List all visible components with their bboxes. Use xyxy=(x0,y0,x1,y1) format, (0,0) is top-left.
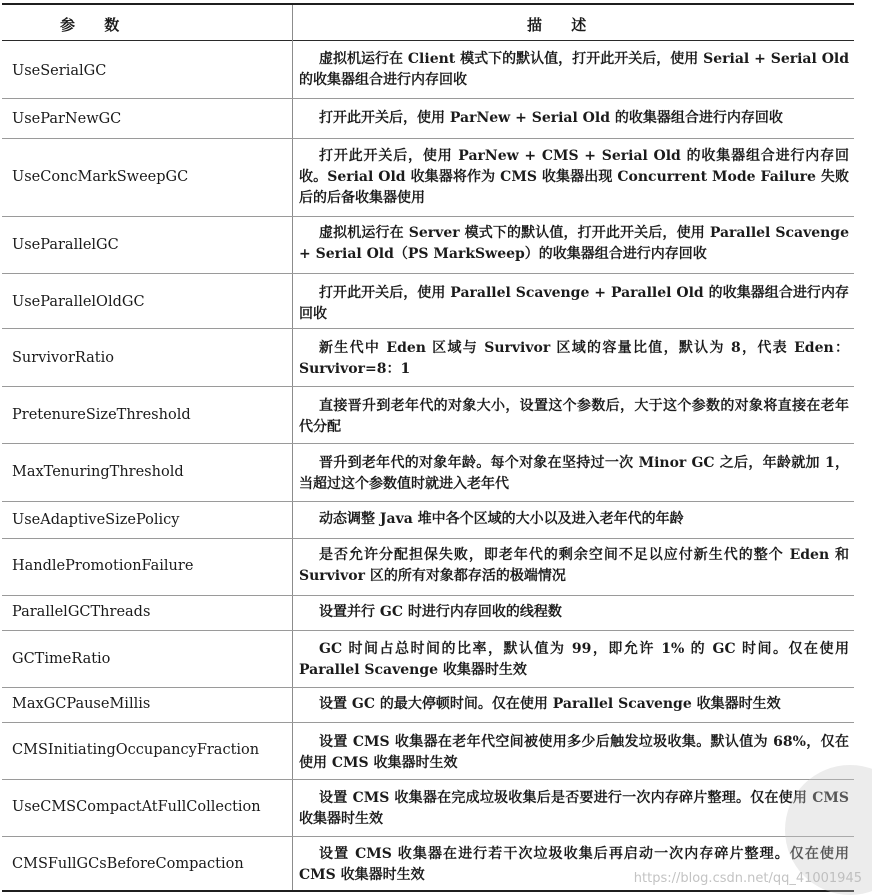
param-description: 设置 GC 的最大停顿时间。仅在使用 Parallel Scavenge 收集器时生效 xyxy=(319,696,781,712)
table-row xyxy=(2,444,854,502)
table-row xyxy=(2,596,854,631)
param-description: 动态调整 Java 堆中各个区域的大小以及进入老年代的年龄 xyxy=(319,511,684,527)
table-row xyxy=(2,329,854,387)
param-description: 打开此开关后，使用 Parallel Scavenge + Parallel Old 的收集器组合进行内存回收 xyxy=(299,285,849,322)
param-name: UseParallelOldGC xyxy=(12,294,145,310)
param-name: UseConcMarkSweepGC xyxy=(12,169,189,185)
param-description: 设置 CMS 收集器在进行若干次垃圾收集后再启动一次内存碎片整理。仅在使用 CMS 收集器时生效 xyxy=(299,846,849,883)
param-name: GCTimeRatio xyxy=(12,651,111,667)
param-description: 是否允许分配担保失败，即老年代的剩余空间不足以应付新生代的整个 Eden 和 Survivor 区的所有对象都存活的极端情况 xyxy=(299,547,849,584)
table-row xyxy=(2,387,854,444)
table-row xyxy=(2,139,854,217)
param-description: 打开此开关后，使用 ParNew + Serial Old 的收集器组合进行内存回收 xyxy=(319,110,783,126)
param-description: 虚拟机运行在 Server 模式下的默认值，打开此开关后，使用 Parallel Scavenge + Serial Old（PS MarkSweep）的收集器组合进行内存回收 xyxy=(299,225,849,262)
param-name: UseAdaptiveSizePolicy xyxy=(12,512,180,528)
param-description: 直接晋升到老年代的对象大小，设置这个参数后，大于这个参数的对象将直接在老年代分配 xyxy=(299,398,849,435)
table-row xyxy=(2,539,854,596)
param-name: CMSInitiatingOccupancyFraction xyxy=(12,742,260,758)
table-row xyxy=(2,274,854,329)
table-bottom-rule xyxy=(2,890,854,892)
param-name: PretenureSizeThreshold xyxy=(12,407,191,423)
param-description: 设置 CMS 收集器在老年代空间被使用多少后触发垃圾收集。默认值为 68%，仅在使用 CMS 收集器时生效 xyxy=(299,734,849,771)
table-row xyxy=(2,688,854,723)
param-name: MaxTenuringThreshold xyxy=(12,464,184,480)
header-description: 描 述 xyxy=(527,16,587,34)
param-description: 打开此开关后，使用 ParNew + CMS + Serial Old 的收集器组合进行内存回收。Serial Old 收集器将作为 CMS 收集器出现 Concurrent Mode Failure 失败后的后备收集器使用 xyxy=(299,148,849,206)
param-name: UseParallelGC xyxy=(12,237,119,253)
table-row xyxy=(2,41,854,99)
param-name: ParallelGCThreads xyxy=(12,604,151,620)
table-row xyxy=(2,723,854,780)
param-description: 虚拟机运行在 Client 模式下的默认值，打开此开关后，使用 Serial + Serial Old 的收集器组合进行内存回收 xyxy=(299,51,849,88)
param-description: 晋升到老年代的对象年龄。每个对象在坚持过一次 Minor GC 之后，年龄就加 1，当超过这个参数值时就进入老年代 xyxy=(299,455,849,492)
param-description: 设置并行 GC 时进行内存回收的线程数 xyxy=(319,604,562,620)
header-param: 参 数 xyxy=(60,16,120,34)
table-row xyxy=(2,631,854,688)
table-row xyxy=(2,502,854,539)
param-name: MaxGCPauseMillis xyxy=(12,696,151,712)
param-name: SurvivorRatio xyxy=(12,350,114,366)
table-row xyxy=(2,99,854,139)
table-top-rule xyxy=(2,3,854,5)
param-name: CMSFullGCsBeforeCompaction xyxy=(12,856,244,872)
param-description: GC 时间占总时间的比率，默认值为 99，即允许 1% 的 GC 时间。仅在使用 Parallel Scavenge 收集器时生效 xyxy=(299,641,849,678)
param-description: 设置 CMS 收集器在完成垃圾收集后是否要进行一次内存碎片整理。仅在使用 CMS 收集器时生效 xyxy=(299,790,849,827)
param-name: UseSerialGC xyxy=(12,63,107,79)
table-row xyxy=(2,217,854,274)
param-name: HandlePromotionFailure xyxy=(12,558,194,574)
table-row xyxy=(2,780,854,837)
param-name: UseParNewGC xyxy=(12,111,122,127)
watermark-url: https://blog.csdn.net/qq_41001945 xyxy=(633,871,862,886)
param-name: UseCMSCompactAtFullCollection xyxy=(12,799,261,815)
param-description: 新生代中 Eden 区域与 Survivor 区域的容量比值，默认为 8，代表 Eden：Survivor=8：1 xyxy=(299,340,849,377)
